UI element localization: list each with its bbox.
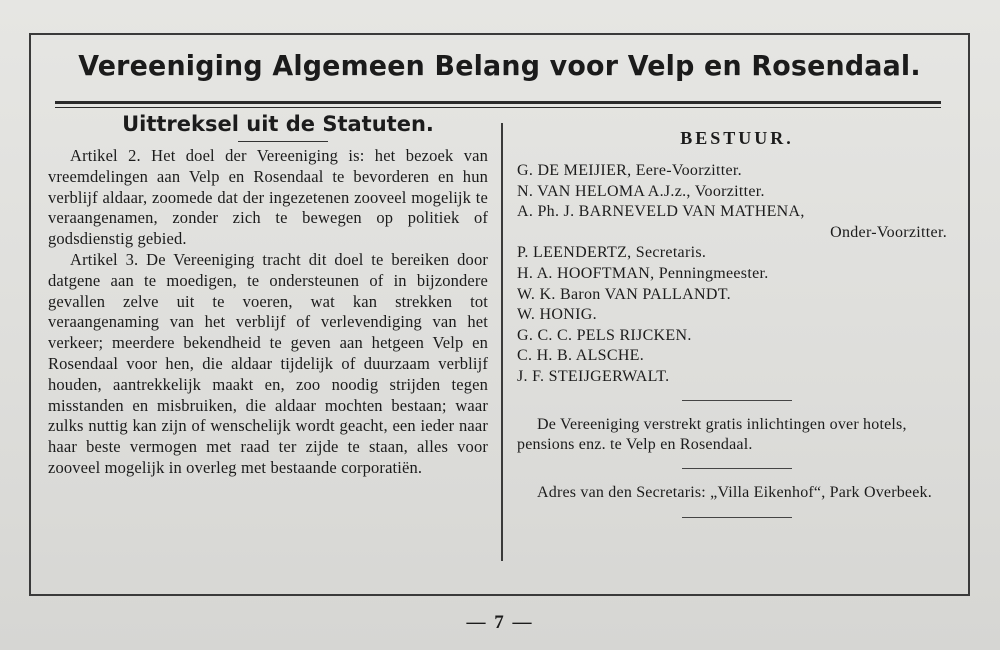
list-item: N. VAN HELOMA A.J.z., Voorzitter. — [517, 182, 765, 200]
article-2-paragraph: Artikel 2. Het doel der Vereeniging is: het bezoek van vreemdelingen aan Velp en Rosendaal te bevorderen en hun verblijf aldaar, zoomede dat der ingezetenen zooveel mogelijk te veraangenamen, zonder zich te bewegen op politiek of godsdienstig gebied. — [48, 146, 488, 249]
list-item: A. Ph. J. BARNEVELD VAN MATHENA, — [517, 203, 805, 221]
article-3-paragraph: Artikel 3. De Vereeniging tracht dit doel te bereiken door datgene aan te moedigen, te ondersteunen of in bijzondere gevallen zelve uit te voeren, wat kan strekken tot veraangenaming van het verblijf of verlevendiging van het verkeer; meerdere bekendheid te geven aan hetgeen Velp en Rosendaal voor hen, die aldaar tijdelijk of duurzaam verblijf houden, aantrekkelijk maakt en, zoo noodig strijden tegen misstanden en misbruiken, die aldaar mochten bestaan; waar zulks nuttig kan zijn of wenschelijk wordt geacht, een ieder naar haar beste vermogen met raad ter zijde te staan, alles voor zooveel mogelijk in overleg met bestaande corporatiën. — [48, 249, 488, 477]
secretary-address: Adres van den Secretaris: „Villa Eikenhof“, Park Overbeek. — [537, 483, 932, 501]
list-item: Onder-Voorzitter. — [830, 223, 947, 241]
board-heading: BESTUUR. — [680, 128, 794, 148]
title-rule-thin — [55, 107, 941, 108]
board-column — [517, 127, 957, 532]
list-item: P. LEENDERTZ, Secretaris. — [517, 244, 707, 262]
column-divider — [501, 123, 503, 561]
title-rule-thick — [55, 101, 941, 104]
list-item: G. DE MEIJIER, Eere-Voorzitter. — [517, 162, 742, 179]
list-item: C. H. B. ALSCHE. — [517, 347, 645, 365]
list-item: W. HONIG. — [517, 306, 597, 324]
separator-rule — [682, 400, 792, 401]
statutes-column — [48, 111, 488, 479]
information-note: De Vereeniging verstrekt gratis inlichtingen over hotels, pensions enz. te Velp en Rosendaal. — [517, 415, 907, 454]
list-item: J. F. STEIJGERWALT. — [517, 367, 670, 385]
separator-rule — [682, 468, 792, 469]
page-number: — 7 — — [466, 612, 534, 633]
statutes-heading: Uittreksel uit de Statuten. — [122, 112, 434, 136]
list-item: G. C. C. PELS RIJCKEN. — [517, 326, 692, 344]
bordered-frame — [29, 33, 970, 596]
board-member-list — [517, 161, 957, 388]
separator-rule — [682, 517, 792, 518]
list-item: W. K. Baron VAN PALLANDT. — [517, 285, 731, 303]
heading-underline — [238, 141, 328, 142]
page-title: Vereeniging Algemeen Belang voor Velp en Rosendaal. — [78, 49, 921, 82]
list-item: H. A. HOOFTMAN, Penningmeester. — [517, 264, 769, 282]
